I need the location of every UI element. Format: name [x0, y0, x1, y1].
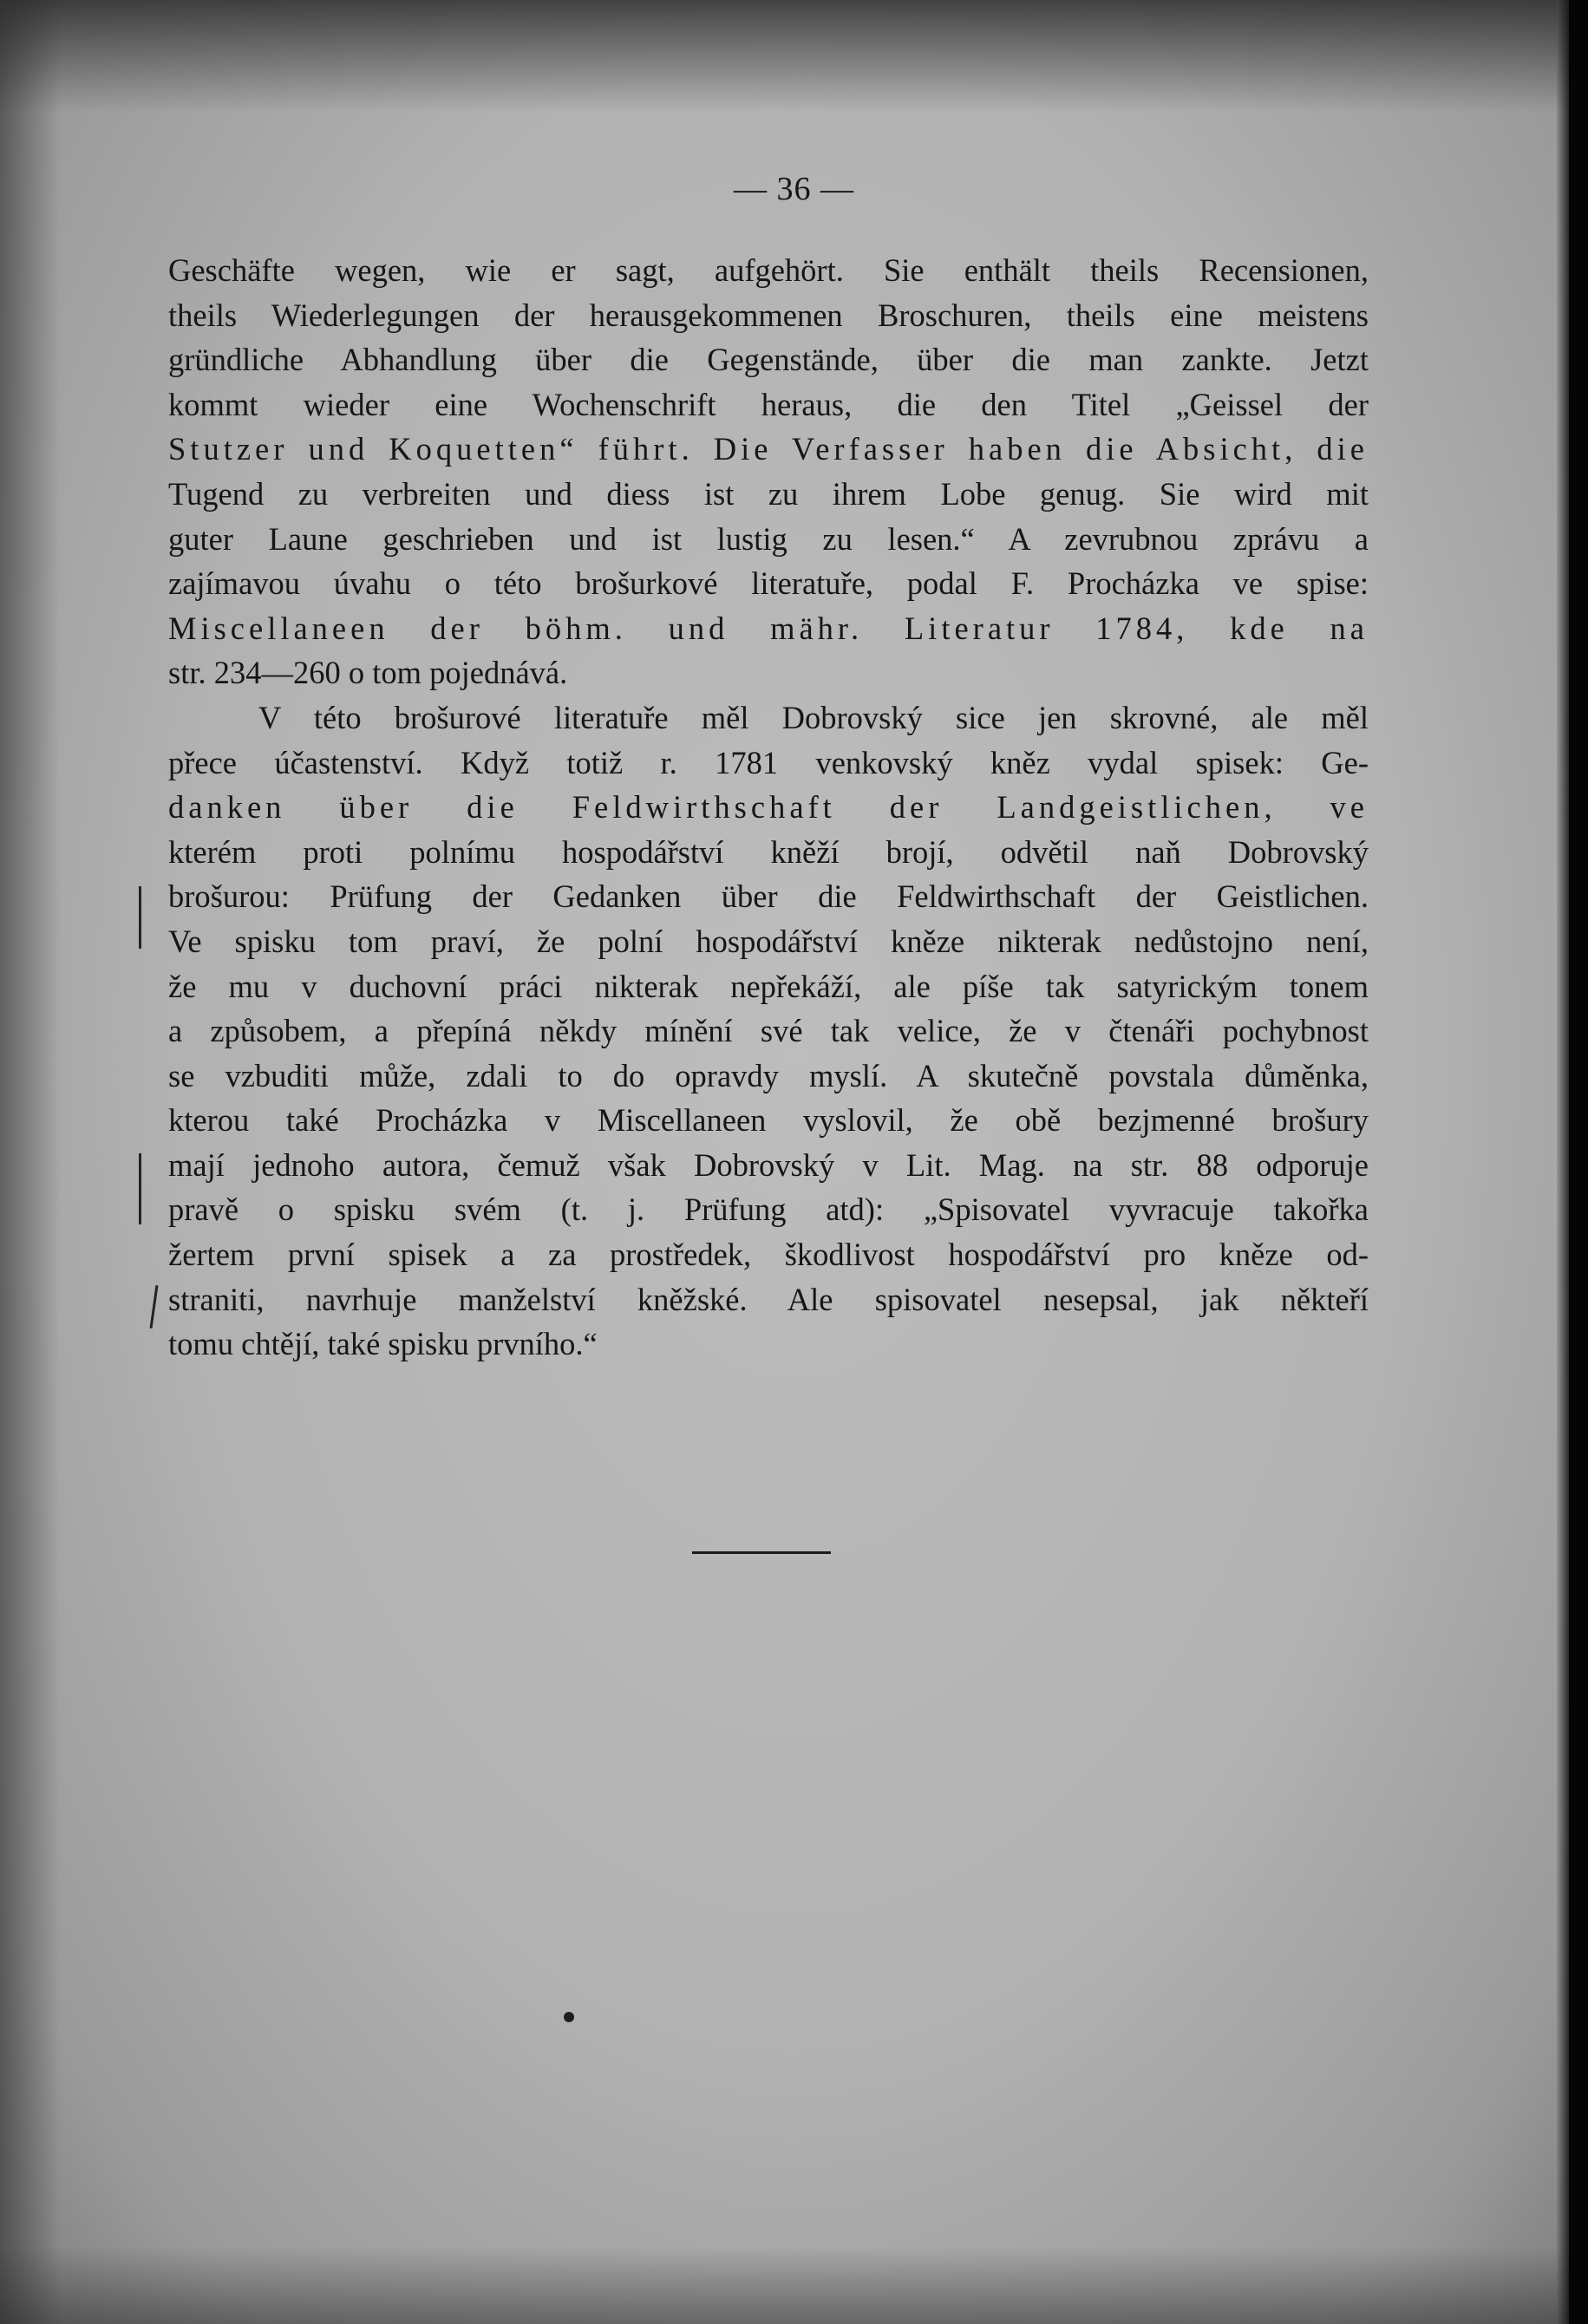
text-line: mají jednoho autora, čemuž však Dobrovský v Lit. Mag. na str. 88 odporuje: [168, 1146, 1369, 1183]
text-line: straniti, navrhuje manželství kněžské. Ale spisovatel nesepsal, jak někteří: [168, 1281, 1369, 1317]
ink-dot: [564, 2012, 574, 2022]
text-line: se vzbuditi může, zdali to do opravdy myslí. A skutečně povstala důměnka,: [168, 1057, 1369, 1093]
text-line: guter Laune geschrieben und ist lustig zu lesen.“ A zevrubnou zprávu a: [168, 520, 1369, 557]
text-line: zajímavou úvahu o této brošurkové literatuře, podal F. Procházka ve spise:: [168, 565, 1369, 602]
text-line: kommt wieder eine Wochenschrift heraus, die den Titel „Geissel der: [168, 386, 1369, 422]
text-line: že mu v duchovní práci nikterak nepřekáží, ale píše tak satyrickým tonem: [168, 968, 1369, 1004]
text-line: tomu chtějí, také spisku prvního.“: [168, 1326, 598, 1362]
page-number: — 36 —: [734, 171, 854, 207]
margin-pencil-mark: [139, 886, 141, 949]
text-line: Stutzer und Koquetten“ führt. Die Verfasser haben die Absicht, die: [168, 431, 1369, 467]
paragraph-2: [168, 695, 1369, 1367]
text-line: Geschäfte wegen, wie er sagt, aufgehört. Sie enthält theils Recensionen,: [168, 252, 1369, 288]
end-rule: [692, 1551, 831, 1554]
margin-pencil-mark: [150, 1285, 159, 1328]
scan-shadow-left: [0, 0, 61, 2324]
text-line: str. 234—260 o tom pojednává.: [168, 655, 568, 691]
text-line: theils Wiederlegungen der herausgekommenen Broschuren, theils eine meistens: [168, 297, 1369, 333]
text-line: danken über die Feldwirthschaft der Landgeistlichen, ve: [168, 789, 1369, 826]
scan-edge-right: [1569, 0, 1588, 2324]
text-line: Ve spisku tom praví, že polní hospodářství kněze nikterak nedůstojno není,: [168, 923, 1369, 959]
scan-shadow-top: [0, 0, 1588, 113]
scan-shadow-bottom: [0, 2246, 1588, 2324]
text-line: kterém proti polnímu hospodářství kněží brojí, odvětil naň Dobrovský: [168, 833, 1369, 870]
body-text: [168, 248, 1369, 1367]
text-line: gründliche Abhandlung über die Gegenstände, über die man zankte. Jetzt: [168, 342, 1369, 378]
text-line: kterou také Procházka v Miscellaneen vyslovil, že obě bezjmenné brošury: [168, 1102, 1369, 1139]
margin-pencil-mark: [139, 1153, 141, 1224]
text-line: V této brošurové literatuře měl Dobrovský sice jen skrovné, ale měl: [258, 699, 1369, 735]
text-line: a způsobem, a přepíná někdy mínění své tak velice, že v čtenáři pochybnost: [168, 1013, 1369, 1049]
scan-edge-shadow: [1557, 0, 1569, 2324]
text-line: přece účastenství. Když totiž r. 1781 venkovský kněz vydal spisek: Ge-: [168, 744, 1369, 780]
text-line: brošurou: Prüfung der Gedanken über die Feldwirthschaft der Geistlichen.: [168, 878, 1369, 915]
text-line: Miscellaneen der böhm. und mähr. Literatur 1784, kde na: [168, 610, 1369, 646]
text-line: žertem první spisek a za prostředek, škodlivost hospodářství pro kněze od-: [168, 1237, 1369, 1273]
text-line: pravě o spisku svém (t. j. Prüfung atd): „Spisovatel vyvracuje takořka: [168, 1191, 1369, 1228]
text-line: Tugend zu verbreiten und diess ist zu ihrem Lobe genug. Sie wird mit: [168, 475, 1369, 512]
paragraph-1: [168, 248, 1369, 695]
